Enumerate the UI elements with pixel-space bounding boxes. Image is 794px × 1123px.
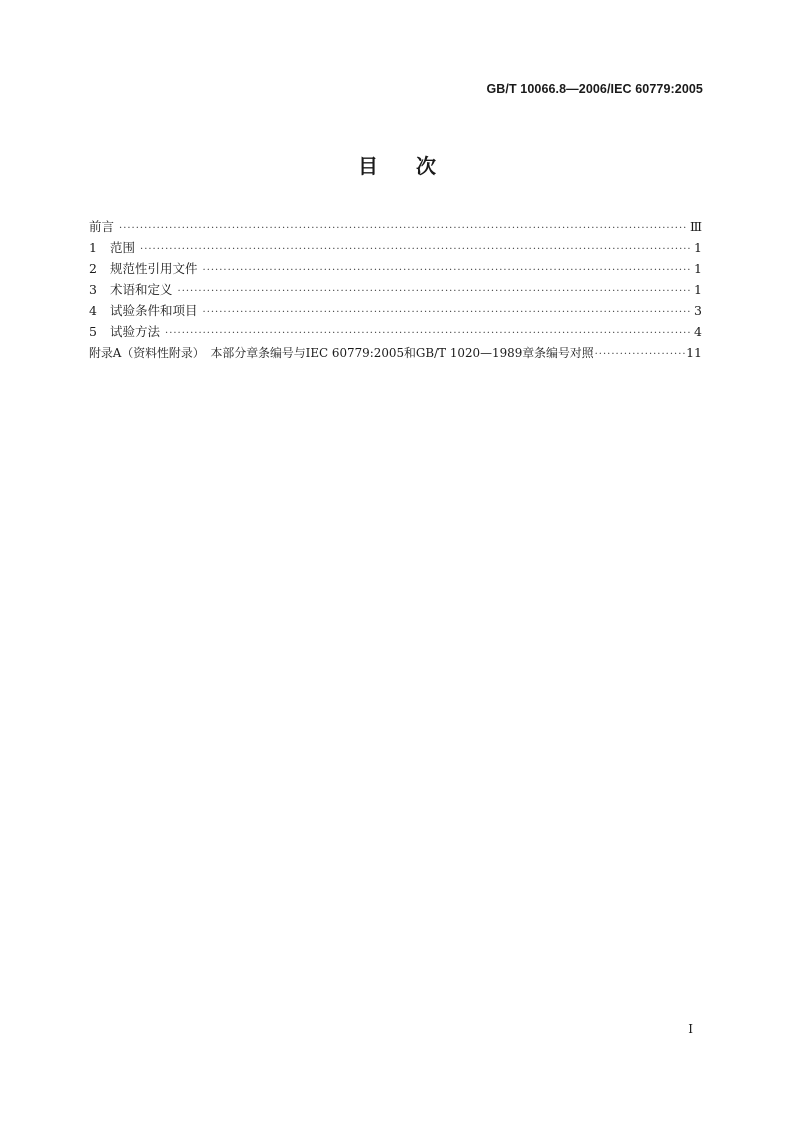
toc-entry-page: 1: [694, 240, 702, 255]
toc-leader-dots: [203, 302, 692, 323]
toc-entry-test-conditions[interactable]: [89, 300, 702, 321]
toc-entry-number: 5: [89, 324, 97, 339]
standard-code: GB/T 10066.8—2006/IEC 60779:2005: [486, 82, 703, 96]
toc-entry-label: [89, 258, 198, 279]
toc-entry-label: 前言: [89, 219, 115, 234]
toc-leader-dots: [119, 218, 687, 239]
toc-entry-label: [89, 300, 198, 321]
toc-leader-dots: [203, 260, 692, 281]
toc-leader-dots: [178, 281, 692, 302]
toc-entry-page: 1: [694, 282, 702, 297]
toc-entry-foreword[interactable]: [89, 216, 702, 237]
toc-entry-page: Ⅲ: [689, 219, 702, 234]
toc-entry-page: 3: [694, 303, 702, 318]
toc-entry-scope[interactable]: [89, 237, 702, 258]
toc-entry-annex-a[interactable]: [89, 342, 702, 363]
toc-entry-text: 范围: [110, 240, 136, 255]
toc-entry-page: 1: [694, 261, 702, 276]
toc-entry-number: 1: [89, 240, 97, 255]
toc-entry-number: 4: [89, 303, 97, 318]
toc-entry-label: [89, 321, 160, 342]
toc-leader-dots: [595, 344, 685, 365]
toc-entry-label: [89, 237, 135, 258]
toc-entry-text: 试验条件和项目: [110, 303, 198, 318]
toc-entry-text: 规范性引用文件: [110, 261, 198, 276]
page-number: I: [688, 1022, 693, 1036]
toc-entry-label: [89, 279, 173, 300]
toc-entry-terms-definitions[interactable]: [89, 279, 702, 300]
toc-entry-text: 术语和定义: [110, 282, 173, 297]
toc-entry-number: 2: [89, 261, 97, 276]
toc-entry-number: 3: [89, 282, 97, 297]
toc-entry-text: 试验方法: [110, 324, 161, 339]
toc-entry-label: 附录A（资料性附录） 本部分章条编号与IEC 60779:2005和GB/T 1020—1989章条编号对照: [89, 346, 594, 360]
page-title: 目次: [358, 154, 474, 178]
toc-entry-normative-references[interactable]: [89, 258, 702, 279]
toc-entry-test-methods[interactable]: [89, 321, 702, 342]
toc-leader-dots: [165, 323, 691, 344]
toc-leader-dots: [140, 239, 691, 260]
toc-entry-page: 4: [694, 324, 702, 339]
table-of-contents: [89, 216, 702, 363]
toc-entry-page: 11: [686, 345, 702, 360]
